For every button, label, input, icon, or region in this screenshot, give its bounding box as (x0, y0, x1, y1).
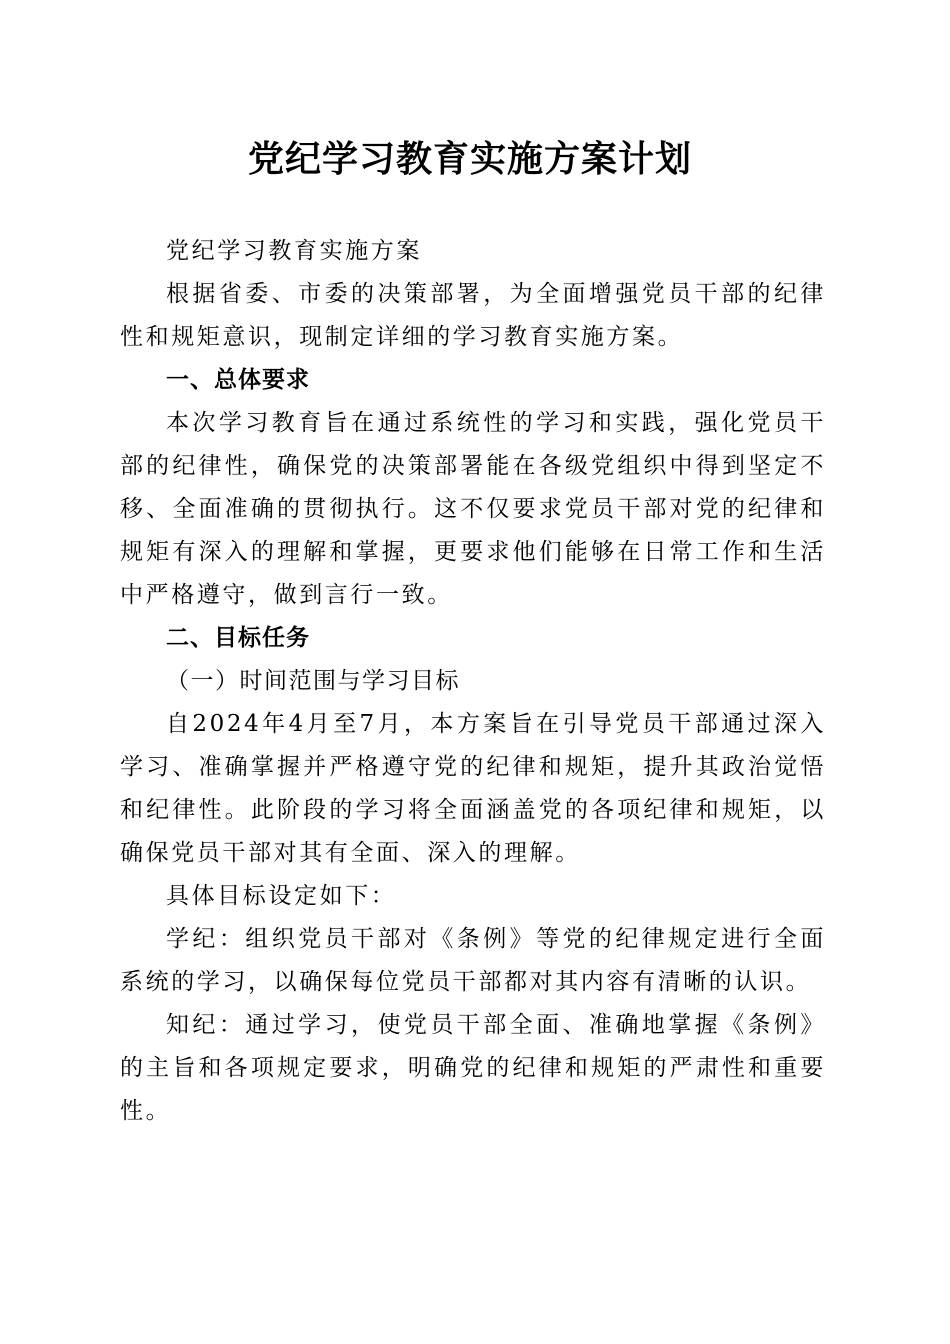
document-subtitle: 党纪学习教育实施方案 (166, 238, 422, 264)
goal-zhiji-paragraph: 知纪：通过学习，使党员干部全面、准确地掌握《条例》的主旨和各项规定要求，明确党的纪律和规矩的严肃性和重要性。 (120, 1012, 826, 1124)
subheading-time-range-goals: （一）时间范围与学习目标 (166, 668, 460, 694)
intro-paragraph: 根据省委、市委的决策部署，为全面增强党员干部的纪律性和规矩意识，现制定详细的学习教育实施方案。 (120, 281, 826, 350)
document-body (120, 230, 826, 1133)
section-heading-goals-tasks: 二、目标任务 (166, 625, 310, 651)
document-title: 党纪学习教育实施方案计划 (247, 138, 692, 180)
goals-intro-paragraph: 具体目标设定如下： (166, 883, 397, 909)
section-heading-general-requirements: 一、总体要求 (166, 367, 310, 393)
time-range-paragraph: 自2024年4月至7月，本方案旨在引导党员干部通过深入学习、准确掌握并严格遵守党的纪律和规矩，提升其政治觉悟和纪律性。此阶段的学习将全面涵盖党的各项纪律和规矩，以确保党员干部对其有全面、深入的理解。 (120, 711, 826, 866)
general-requirements-paragraph: 本次学习教育旨在通过系统性的学习和实践，强化党员干部的纪律性，确保党的决策部署能在各级党组织中得到坚定不移、全面准确的贯彻执行。这不仅要求党员干部对党的纪律和规矩有深入的理解和掌握，更要求他们能够在日常工作和生活中严格遵守，做到言行一致。 (120, 410, 826, 608)
goal-xueji-paragraph: 学纪：组织党员干部对《条例》等党的纪律规定进行全面系统的学习，以确保每位党员干部都对其内容有清晰的认识。 (120, 926, 826, 995)
